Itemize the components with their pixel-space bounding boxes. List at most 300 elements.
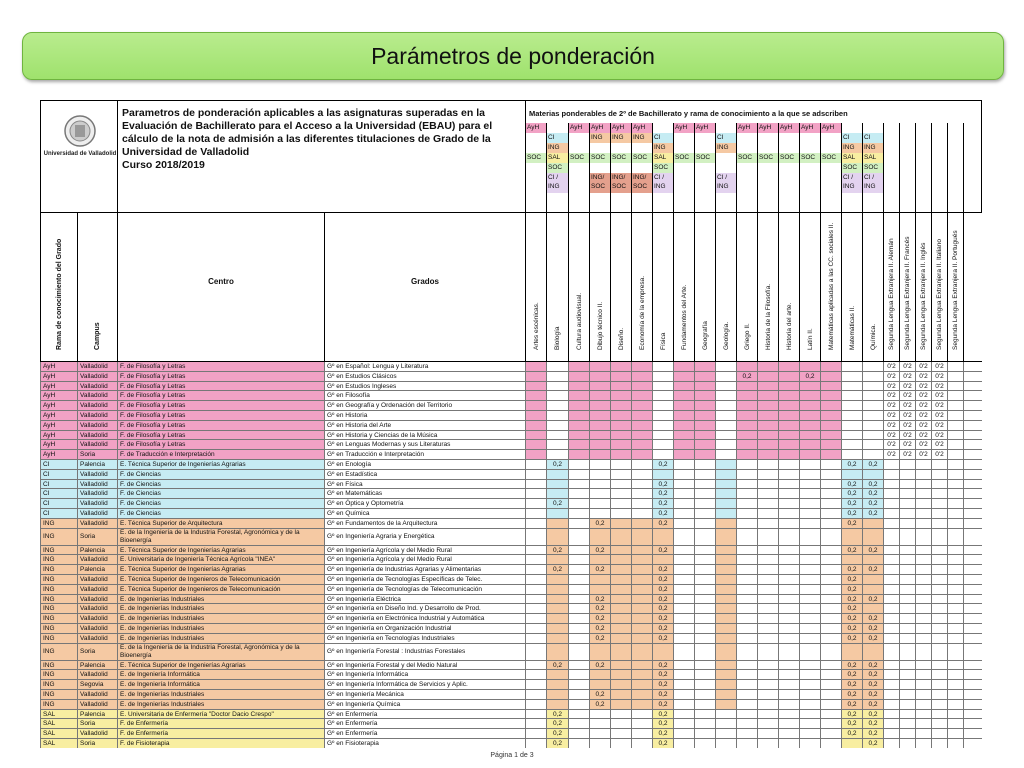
cell-weight (674, 644, 695, 660)
cell-rama: CI (40, 499, 78, 508)
cell-weight (526, 440, 547, 449)
cell-weight (674, 614, 695, 623)
cell-weight (821, 460, 842, 469)
table-row (40, 460, 982, 470)
cell-weight: 0,2 (863, 680, 884, 689)
cell-campus: Palencia (78, 546, 118, 555)
grid-line (899, 123, 900, 214)
cell-weight (779, 480, 800, 489)
cell-weight (674, 470, 695, 479)
cell-weight (695, 391, 716, 400)
cell-weight (737, 450, 758, 459)
subject-name: Química. (869, 323, 877, 350)
cell-weight (547, 431, 569, 440)
cell-rama: ING (40, 585, 78, 594)
cell-weight (900, 680, 916, 689)
cell-weight (948, 614, 964, 623)
cell-weight (779, 585, 800, 594)
cell-grado: Gº en Fundamentos de la Arquitectura (325, 519, 526, 528)
cell-rama: CI (40, 480, 78, 489)
cell-weight (842, 555, 863, 564)
cell-weight (932, 634, 948, 643)
cell-weight (737, 614, 758, 623)
cell-weight (737, 719, 758, 728)
cell-weight (547, 480, 569, 489)
cell-weight (863, 585, 884, 594)
subject-rama-tag (632, 163, 653, 173)
cell-rama: ING (40, 529, 78, 545)
cell-weight (737, 739, 758, 748)
cell-weight (779, 604, 800, 613)
cell-weight (569, 529, 590, 545)
table-row (40, 670, 982, 680)
cell-weight: 0,2 (653, 509, 674, 518)
cell-weight: 0,2 (653, 680, 674, 689)
cell-centro: F. de Filosofía y Letras (118, 421, 325, 430)
cell-weight (611, 575, 632, 584)
cell-weight (695, 460, 716, 469)
cell-weight (611, 624, 632, 633)
cell-weight (900, 690, 916, 699)
cell-weight: 0'2 (900, 411, 916, 420)
cell-weight (632, 519, 653, 528)
cell-weight (863, 555, 884, 564)
cell-weight: 0'2 (916, 421, 932, 430)
cell-campus: Valladolid (78, 624, 118, 633)
cell-weight (632, 421, 653, 430)
cell-weight (611, 489, 632, 498)
subject-rama-tag: AyH (737, 123, 758, 133)
cell-weight (674, 460, 695, 469)
cell-weight: 0,2 (842, 480, 863, 489)
cell-weight (737, 680, 758, 689)
cell-weight: 0,2 (653, 604, 674, 613)
column-header-row (40, 213, 982, 362)
cell-weight (737, 575, 758, 584)
cell-campus: Palencia (78, 661, 118, 670)
cell-centro: F. de Ciencias (118, 489, 325, 498)
cell-campus: Valladolid (78, 489, 118, 498)
table-row (40, 661, 982, 671)
cell-campus: Palencia (78, 710, 118, 719)
subject-rama-tag (821, 173, 842, 193)
cell-weight (821, 739, 842, 748)
subject-rama-tag: AyH (758, 123, 779, 133)
subject-rama-tag: SOC (590, 153, 611, 163)
cell-weight: 0,2 (842, 670, 863, 679)
cell-weight (632, 634, 653, 643)
cell-weight: 0,2 (842, 509, 863, 518)
grid-line (915, 123, 916, 214)
cell-weight (526, 565, 547, 574)
cell-weight (916, 499, 932, 508)
cell-weight (611, 480, 632, 489)
cell-weight (821, 480, 842, 489)
cell-weight (632, 431, 653, 440)
cell-weight (632, 690, 653, 699)
cell-weight (916, 509, 932, 518)
cell-weight (611, 729, 632, 738)
cell-weight (674, 739, 695, 748)
cell-grado: Gº en Ingeniería en Organización Industrial (325, 624, 526, 633)
table-row (40, 509, 982, 519)
university-seal-icon (63, 113, 97, 149)
cell-weight (800, 614, 821, 623)
cell-weight (526, 421, 547, 430)
cell-weight (884, 470, 900, 479)
cell-weight (653, 382, 674, 391)
cell-weight (916, 575, 932, 584)
cell-rama: SAL (40, 710, 78, 719)
cell-weight (800, 670, 821, 679)
cell-weight (611, 529, 632, 545)
heading-line: Curso 2018/2019 (122, 159, 205, 171)
cell-weight (695, 509, 716, 518)
cell-centro: F. de Enfermería (118, 719, 325, 728)
cell-weight (821, 565, 842, 574)
cell-weight (632, 565, 653, 574)
cell-centro: F. de Filosofía y Letras (118, 431, 325, 440)
subject-rama-tag: AyH (590, 123, 611, 133)
cell-weight (632, 470, 653, 479)
grid-line (631, 123, 632, 214)
table-row (40, 565, 982, 575)
cell-weight (674, 624, 695, 633)
cell-weight (695, 729, 716, 738)
subject-rama-tag (547, 123, 569, 133)
cell-weight (674, 391, 695, 400)
subject-name: Artes escénicas. (532, 302, 540, 350)
cell-weight (695, 634, 716, 643)
slide-title: Parámetros de ponderación (371, 42, 655, 69)
cell-weight (758, 644, 779, 660)
cell-weight (884, 575, 900, 584)
cell-weight: 0,2 (590, 634, 611, 643)
cell-weight (590, 362, 611, 371)
cell-weight (547, 450, 569, 459)
subject-rama-tag: ING (547, 143, 569, 153)
table-row (40, 391, 982, 401)
cell-weight: 0,2 (590, 661, 611, 670)
cell-grado: Gº en Enfermería (325, 719, 526, 728)
cell-weight (632, 614, 653, 623)
column-header-label: Campus (94, 322, 101, 350)
cell-weight (611, 555, 632, 564)
cell-grado: Gº en Ingeniería Eléctrica (325, 595, 526, 604)
subject-rama-tag: AyH (526, 123, 547, 133)
cell-rama: ING (40, 680, 78, 689)
cell-weight (821, 509, 842, 518)
cell-weight (758, 575, 779, 584)
cell-weight (916, 565, 932, 574)
cell-weight (737, 565, 758, 574)
cell-weight (884, 460, 900, 469)
cell-weight: 0,2 (863, 690, 884, 699)
cell-weight: 0,2 (863, 565, 884, 574)
cell-grado: Gº en Ingeniería Forestal : Industrias Forestales (325, 644, 526, 660)
grid-line (799, 123, 800, 214)
cell-weight (932, 719, 948, 728)
cell-weight (632, 529, 653, 545)
cell-weight (948, 372, 964, 381)
cell-weight (611, 700, 632, 709)
table-row (40, 700, 982, 710)
heading-line: Parametros de ponderación aplicables a las asignaturas superadas en la (122, 107, 485, 119)
grid-line (778, 123, 779, 214)
cell-weight (779, 382, 800, 391)
cell-weight (948, 489, 964, 498)
cell-weight (884, 555, 900, 564)
cell-weight (932, 585, 948, 594)
cell-weight (590, 739, 611, 748)
cell-weight (916, 546, 932, 555)
cell-weight: 0,2 (863, 509, 884, 518)
subject-name: Historia del arte. (785, 302, 793, 350)
cell-centro: E. Técnica Superior de Ingenierías Agrarias (118, 565, 325, 574)
cell-weight: 0,2 (653, 614, 674, 623)
cell-weight: 0'2 (916, 362, 932, 371)
cell-weight (916, 480, 932, 489)
cell-weight: 0'2 (884, 372, 900, 381)
subject-rama-tag (695, 173, 716, 193)
cell-weight (821, 710, 842, 719)
cell-weight (821, 624, 842, 633)
cell-weight (632, 670, 653, 679)
cell-weight (611, 661, 632, 670)
cell-weight (758, 670, 779, 679)
cell-campus: Valladolid (78, 480, 118, 489)
grid-line (715, 123, 716, 214)
subject-rama-tag (695, 163, 716, 173)
cell-weight: 0,2 (590, 614, 611, 623)
subject-name: Biología (554, 326, 561, 350)
cell-weight (821, 634, 842, 643)
cell-rama: ING (40, 555, 78, 564)
cell-weight (821, 614, 842, 623)
cell-weight (821, 382, 842, 391)
cell-weight (884, 480, 900, 489)
subject-rama-tag (932, 143, 948, 153)
cell-weight (900, 480, 916, 489)
cell-weight (716, 575, 737, 584)
grid-line (652, 123, 653, 214)
cell-weight (547, 624, 569, 633)
cell-weight (547, 509, 569, 518)
cell-weight (547, 644, 569, 660)
cell-weight (526, 604, 547, 613)
cell-rama: AyH (40, 450, 78, 459)
cell-centro: E. Técnica Superior de Ingenierías Agrarias (118, 661, 325, 670)
cell-rama: AyH (40, 372, 78, 381)
cell-weight (695, 700, 716, 709)
cell-campus: Valladolid (78, 595, 118, 604)
cell-weight (900, 546, 916, 555)
cell-weight (863, 575, 884, 584)
cell-centro: E. Universitaria de Enfermería "Doctor Dacio Crespo" (118, 710, 325, 719)
cell-weight (653, 372, 674, 381)
cell-weight: 0'2 (916, 450, 932, 459)
cell-weight (611, 382, 632, 391)
university-logo (40, 100, 118, 213)
cell-rama: ING (40, 690, 78, 699)
cell-weight: 0'2 (932, 401, 948, 410)
cell-weight (900, 719, 916, 728)
cell-weight (800, 529, 821, 545)
heading-line: Evaluación de Bachillerato para el Acceso a la Universidad (EBAU) para el (122, 120, 493, 132)
subject-rama-tag (758, 133, 779, 143)
cell-weight: 0'2 (932, 431, 948, 440)
cell-weight (900, 604, 916, 613)
subject-rama-tag: CI / ING (863, 173, 884, 193)
cell-weight (758, 401, 779, 410)
cell-weight (737, 509, 758, 518)
cell-weight (758, 595, 779, 604)
cell-weight (632, 585, 653, 594)
cell-weight (758, 624, 779, 633)
cell-centro: E. de Ingenierías Industriales (118, 624, 325, 633)
cell-weight (916, 670, 932, 679)
cell-weight (779, 391, 800, 400)
cell-weight (821, 499, 842, 508)
cell-weight: 0,2 (547, 729, 569, 738)
cell-weight (779, 575, 800, 584)
cell-weight: 0,2 (653, 565, 674, 574)
cell-weight (758, 519, 779, 528)
cell-weight: 0'2 (916, 372, 932, 381)
cell-weight (758, 739, 779, 748)
cell-weight (547, 440, 569, 449)
cell-weight (884, 690, 900, 699)
cell-weight (779, 719, 800, 728)
cell-weight: 0,2 (842, 700, 863, 709)
cell-rama: ING (40, 604, 78, 613)
cell-weight (779, 450, 800, 459)
cell-weight (737, 670, 758, 679)
heading-line: Universidad de Valladolid (122, 146, 250, 158)
subject-rama-tag (779, 173, 800, 193)
cell-weight (526, 372, 547, 381)
subject-name: Matemáticas II. (848, 305, 856, 350)
cell-weight (779, 529, 800, 545)
cell-weight (900, 460, 916, 469)
cell-weight (821, 700, 842, 709)
cell-weight: 0'2 (900, 362, 916, 371)
subject-rama-tag (821, 133, 842, 143)
subject-rama-tag: ING/ SOC (632, 173, 653, 193)
cell-weight (611, 470, 632, 479)
cell-weight: 0,2 (590, 690, 611, 699)
cell-weight (779, 421, 800, 430)
cell-weight (900, 529, 916, 545)
cell-weight: 0'2 (932, 421, 948, 430)
cell-weight (916, 519, 932, 528)
cell-weight: 0,2 (590, 700, 611, 709)
cell-grado: Gº en Ingeniería Mecánica (325, 690, 526, 699)
subject-header (863, 213, 884, 361)
cell-campus: Segovia (78, 680, 118, 689)
cell-weight (948, 382, 964, 391)
cell-weight (526, 739, 547, 748)
cell-weight (779, 680, 800, 689)
cell-weight (547, 372, 569, 381)
table-row (40, 710, 982, 720)
cell-weight: 0,2 (863, 614, 884, 623)
subject-rama-tag (900, 143, 916, 153)
cell-weight (590, 710, 611, 719)
cell-rama: AyH (40, 411, 78, 420)
cell-weight (932, 739, 948, 748)
subject-header (547, 213, 569, 361)
cell-weight (569, 440, 590, 449)
subject-rama-tag (948, 173, 964, 193)
cell-weight (948, 450, 964, 459)
subject-rama-tag: ING (842, 143, 863, 153)
cell-weight (716, 529, 737, 545)
cell-weight (674, 450, 695, 459)
cell-weight (569, 450, 590, 459)
cell-weight (695, 470, 716, 479)
cell-weight (948, 680, 964, 689)
subject-rama-tag (569, 143, 590, 153)
cell-weight (632, 604, 653, 613)
cell-weight (674, 372, 695, 381)
cell-weight (842, 529, 863, 545)
cell-campus: Palencia (78, 565, 118, 574)
subject-rama-tag: SOC (569, 153, 590, 163)
cell-weight (821, 362, 842, 371)
cell-weight (758, 470, 779, 479)
subject-name: Segunda Lengua Extranjera II. Inglés (920, 242, 927, 350)
cell-weight (695, 680, 716, 689)
cell-weight (800, 480, 821, 489)
cell-weight (948, 585, 964, 594)
cell-weight (695, 614, 716, 623)
cell-weight (900, 670, 916, 679)
cell-weight (695, 555, 716, 564)
subject-rama-tag (884, 153, 900, 163)
subject-rama-tag: AyH (674, 123, 695, 133)
cell-weight (590, 391, 611, 400)
cell-weight (948, 644, 964, 660)
cell-weight (948, 421, 964, 430)
cell-campus: Valladolid (78, 575, 118, 584)
cell-weight: 0,2 (653, 595, 674, 604)
cell-weight (842, 411, 863, 420)
cell-weight (716, 480, 737, 489)
cell-weight: 0,2 (547, 661, 569, 670)
cell-weight (948, 431, 964, 440)
cell-centro: F. de Filosofía y Letras (118, 440, 325, 449)
cell-weight (884, 719, 900, 728)
cell-campus: Soria (78, 719, 118, 728)
cell-weight (526, 480, 547, 489)
cell-weight (900, 710, 916, 719)
ponderation-document (40, 100, 982, 748)
subject-rama-tag: CI (842, 133, 863, 143)
cell-weight (674, 729, 695, 738)
table-row (40, 739, 982, 748)
cell-centro: E. de Ingenierías Industriales (118, 700, 325, 709)
cell-grado: Gº en Historia y Ciencias de la Música (325, 431, 526, 440)
cell-weight (932, 546, 948, 555)
cell-centro: F. de Filosofía y Letras (118, 401, 325, 410)
cell-weight (590, 499, 611, 508)
cell-weight: 0'2 (916, 411, 932, 420)
subject-rama-tag (932, 123, 948, 133)
subject-name: Dibujo técnico II. (596, 301, 604, 350)
cell-weight (716, 440, 737, 449)
cell-weight (779, 470, 800, 479)
